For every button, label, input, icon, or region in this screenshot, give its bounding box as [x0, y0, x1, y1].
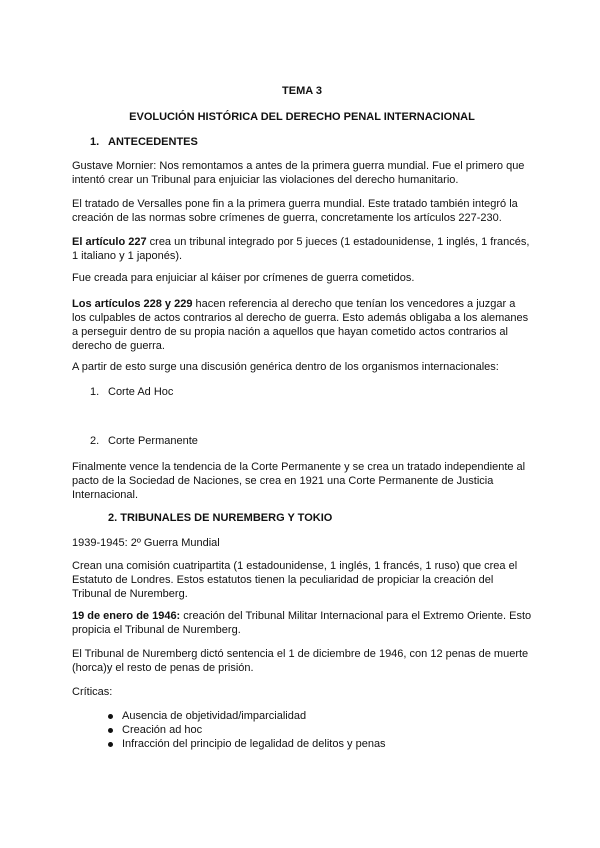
articulos-228-229-bold: Los artículos 228 y 229 [72, 298, 193, 310]
paragraph-articulo-227 [72, 235, 532, 263]
articulo-227-text: crea un tribunal integrado por 5 jueces (1 estadounidense, 1 inglés, 1 francés, 1 italiano y 1 japonés). [72, 236, 530, 262]
paragraph-mornier: Gustave Mornier: Nos remontamos a antes de la primera guerra mundial. Fue el primero que intentó crear un Tribunal para enjuiciar las violaciones del derecho humanitario. [72, 160, 525, 186]
bullet-text: Ausencia de objetividad/imparcialidad [122, 710, 307, 722]
bullet-item [122, 737, 386, 751]
bullet-dot-icon [108, 728, 113, 733]
bullet-text: Infracción del principio de legalidad de delitos y penas [122, 738, 386, 750]
bullet-dot-icon [108, 742, 113, 747]
section-2-title: 2. TRIBUNALES DE NUREMBERG Y TOKIO [108, 512, 333, 524]
page-title: EVOLUCIÓN HISTÓRICA DEL DERECHO PENAL INTERNACIONAL [129, 111, 475, 123]
list-item-number: 1. [90, 386, 100, 398]
paragraph-versalles: El tratado de Versalles pone fin a la primera guerra mundial. Este tratado también integró la creación de las normas sobre crímenes de guerra, concretamente los artículos 227-230. [72, 198, 518, 224]
bullet-item [122, 723, 202, 737]
articulos-228-229-text: hacen referencia al derecho que tenían los vencedores a juzgar a los culpables de actos contrarios al derecho de guerra. Esto además obligaba a los alemanes a perseguir dentro de su propia nación a aquellos que hayan cometido actos contrarios al derecho de guerra. [72, 298, 529, 352]
paragraph-sentencia: El Tribunal de Nuremberg dictó sentencia el 1 de diciembre de 1946, con 12 penas de muerte (horca)y el resto de penas de prisión. [72, 648, 529, 674]
paragraph-articulos-228-229 [72, 297, 532, 353]
fecha-19-enero-bold: 19 de enero de 1946: [72, 610, 181, 622]
section-1-title: ANTECEDENTES [108, 136, 198, 148]
list-item-corte-permanente: Corte Permanente [108, 435, 198, 447]
tema-label: TEMA 3 [282, 85, 322, 97]
paragraph-fechas-guerra: 1939-1945: 2º Guerra Mundial [72, 537, 220, 549]
list-item-corte-ad-hoc: Corte Ad Hoc [108, 386, 174, 398]
paragraph-kaiser: Fue creada para enjuiciar al káiser por crímenes de guerra cometidos. [72, 272, 415, 284]
section-1-number: 1. [90, 136, 100, 148]
articulo-227-bold: El artículo 227 [72, 236, 147, 248]
bullet-text: Creación ad hoc [122, 724, 203, 736]
paragraph-finalmente: Finalmente vence la tendencia de la Corte Permanente y se crea un tratado independiente al pacto de la Sociedad de Naciones, se crea en 1921 una Corte Permanente de Justicia Internacional. [72, 461, 526, 501]
fecha-19-enero-text: creación del Tribunal Militar Internacional para el Extremo Oriente. Esto propicia el Tribunal de Nuremberg. [72, 610, 532, 636]
list-item-number: 2. [90, 435, 100, 447]
paragraph-19-enero [72, 609, 532, 637]
paragraph-criticas: Críticas: [72, 686, 113, 698]
bullet-dot-icon [108, 714, 113, 719]
paragraph-comision: Crean una comisión cuatripartita (1 estadounidense, 1 inglés, 1 francés, 1 ruso) que crea el Estatuto de Londres. Estos estatutos tienen la peculiaridad de propiciar la creación del Tribunal de Nuremberg. [72, 560, 518, 600]
bullet-item [122, 709, 306, 723]
paragraph-discusion: A partir de esto surge una discusión genérica dentro de los organismos internacionales: [72, 361, 499, 373]
